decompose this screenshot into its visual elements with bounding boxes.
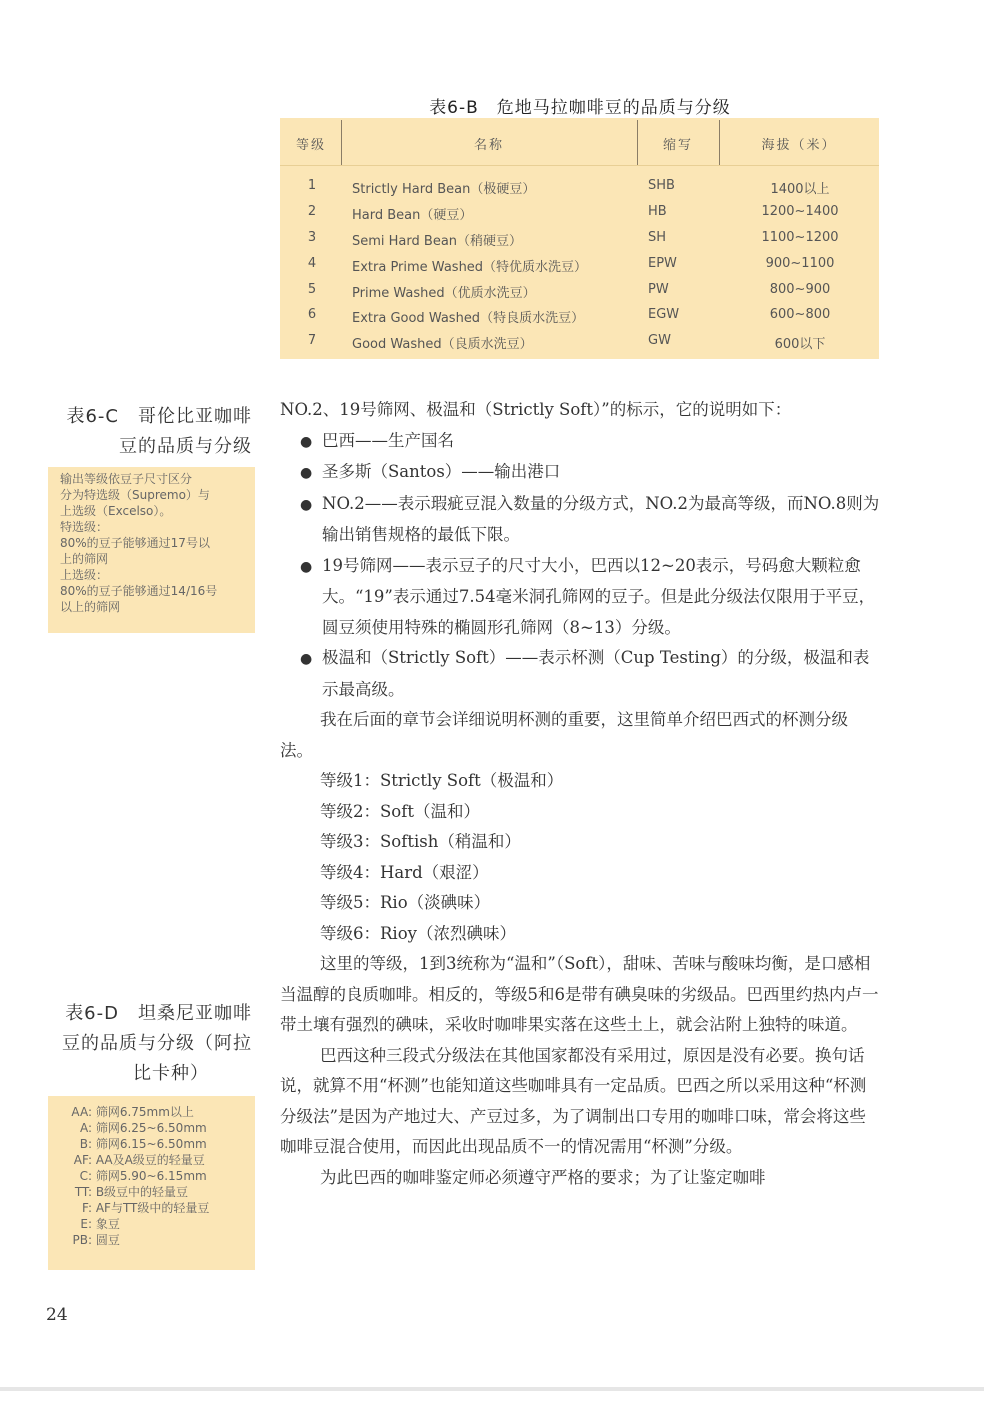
table-6c-line: 特选级： (60, 520, 109, 534)
cell-name: Extra Good Washed（特良质水洗豆） (352, 311, 585, 326)
entry-code: TT: (74, 1185, 92, 1199)
entry-desc: 筛网6.75mm以上 (95, 1105, 194, 1119)
cell-abbr: GW (648, 333, 671, 348)
entry-code: PB: (72, 1233, 92, 1247)
entry-code: E: (80, 1217, 92, 1231)
intro-paragraph: NO.2、19号筛网、极温和（Strictly Soft）”的标示，它的说明如下： (280, 400, 792, 419)
grade-line: 等级3：Softish（稍温和） (320, 832, 521, 851)
table-6c-line: 上选级： (60, 568, 109, 582)
cell-abbr: SH (648, 230, 667, 245)
bullet-text: NO.2——表示瑕疵豆混入数量的分级方式，NO.2为最高等级，而NO.8则为输出销售规格的最低下限。 (322, 493, 880, 544)
table-6c-line: 输出等级依豆子尺寸区分 (60, 472, 193, 486)
bullet-text: 19号筛网——表示豆子的尺寸大小，巴西以12~20表示，号码愈大颗粒愈大。“19”表示通过7.54毫米洞孔筛网的豆子。但是此分级法仅限用于平豆，圆豆须使用特殊的椭圆形孔筛网（8~13）分级。 (322, 555, 876, 637)
cell-altitude: 1200~1400 (761, 204, 839, 219)
paragraph: 巴西这种三段式分级法在其他国家都没有采用过，原因是没有必要。换句话说，就算不用“杯测”也能知道这些咖啡具有一定品质。巴西之所以采用这种“杯测分级法”是因为产地过大、产豆过多，为了调制出口专用的咖啡口味，常会将这些咖啡豆混合使用，而因此出现品质不一的情况需用“杯测”分级。 (280, 1045, 867, 1156)
header-divider (280, 165, 879, 166)
entry-code: F: (81, 1201, 92, 1215)
bullet-text: 巴西——生产国名 (322, 430, 454, 450)
cell-abbr: EGW (648, 307, 680, 322)
paragraph: 这里的等级，1到3统称为“温和”（Soft），甜味、苦味与酸味均衡，是口感相当温醇的良质咖啡。相反的，等级5和6是带有碘臭味的劣级品。巴西里约热内卢一带土壤有强烈的碘味，采收时咖啡果实落在这些土上，就会沾附上独特的味道。 (280, 954, 879, 1034)
entry-desc: 筛网5.90~6.15mm (95, 1169, 207, 1183)
column-divider (637, 120, 638, 165)
table-6d-entry (58, 1216, 255, 1232)
table-6c-title-line: 表6-C 哥伦比亚咖啡 (66, 406, 252, 427)
table-6d-title-line: 豆的品质与分级（阿拉 (62, 1033, 252, 1054)
bullet-item (280, 457, 880, 489)
bullet-item (280, 489, 880, 551)
table-6c-line: 80%的豆子能够通过14/16号 (60, 584, 218, 598)
table-row (280, 256, 879, 282)
entry-desc: AA及A级豆的轻量豆 (95, 1153, 205, 1167)
table-header (280, 118, 879, 165)
bullet-dot-icon: ● (300, 433, 313, 450)
table-6d-title-line: 比卡种） (133, 1063, 209, 1084)
cell-level: 2 (307, 204, 317, 219)
cell-abbr: PW (648, 282, 669, 297)
cell-altitude: 600~800 (769, 307, 831, 322)
cell-level: 4 (307, 256, 317, 271)
entry-desc: B级豆中的轻量豆 (95, 1185, 189, 1199)
cell-name: Good Washed（良质水洗豆） (352, 337, 533, 352)
table-row (280, 282, 879, 308)
table-6c-line: 80%的豆子能够通过17号以 (60, 536, 210, 550)
cell-altitude: 1100~1200 (761, 230, 839, 245)
entry-desc: 筛网6.15~6.50mm (95, 1137, 207, 1151)
paragraph: 为此巴西的咖啡鉴定师必须遵守严格的要求；为了让鉴定咖啡 (320, 1167, 766, 1187)
table-6c-title-line: 豆的品质与分级 (119, 436, 252, 457)
table-6d-entry (58, 1200, 255, 1216)
bullet-text: 圣多斯（Santos）——输出港口 (322, 462, 561, 481)
header-altitude: 海拔（米） (761, 138, 837, 153)
grade-line: 等级5：Rio（淡碘味） (320, 893, 491, 912)
bullet-dot-icon: ● (300, 651, 313, 667)
table-row (280, 204, 879, 230)
entry-desc: 圆豆 (95, 1233, 120, 1247)
cell-level: 5 (307, 282, 317, 297)
entry-desc: AF与TT级中的轻量豆 (95, 1201, 210, 1215)
paragraph: 我在后面的章节会详细说明杯测的重要，这里简单介绍巴西式的杯测分级法。 (280, 710, 848, 760)
table-6d-title-line: 表6-D 坦桑尼亚咖啡 (65, 1003, 252, 1024)
table-6d-entry (58, 1136, 255, 1152)
table-6c-title (40, 402, 252, 462)
page-number: 24 (46, 1305, 68, 1325)
cell-name: Strictly Hard Bean（极硬豆） (352, 182, 536, 197)
table-6b-title: 表6-B 危地马拉咖啡豆的品质与分级 (429, 98, 731, 118)
bullet-dot-icon: ● (300, 496, 313, 513)
body-text (280, 395, 880, 1193)
cell-name: Semi Hard Bean（稍硬豆） (352, 234, 523, 249)
bottom-divider (0, 1387, 984, 1391)
table-6b (280, 118, 879, 359)
column-divider (719, 120, 720, 165)
table-6d-entry (58, 1104, 255, 1120)
column-divider (341, 120, 342, 165)
cell-altitude: 900~1100 (765, 256, 835, 271)
cell-name: Prime Washed（优质水洗豆） (352, 286, 536, 301)
table-6c-box (48, 467, 255, 633)
header-abbr: 缩写 (662, 138, 693, 153)
header-name: 名称 (473, 138, 504, 153)
grade-line: 等级6：Rioy（浓烈碘味） (320, 923, 516, 943)
entry-desc: 筛网6.25~6.50mm (95, 1121, 207, 1135)
table-6c-line: 分为特选级（Supremo）与 (60, 488, 210, 502)
table-row (280, 307, 879, 333)
table-6c-line: 上选级（Excelso）。 (60, 504, 172, 518)
table-row (280, 230, 879, 256)
table-row (280, 178, 879, 204)
entry-code: AF: (73, 1153, 92, 1167)
entry-desc: 象豆 (95, 1217, 120, 1231)
header-level: 等级 (295, 138, 326, 153)
cell-abbr: EPW (648, 256, 677, 271)
table-6d-box (48, 1096, 255, 1270)
cell-level: 3 (307, 230, 317, 245)
cell-abbr: SHB (648, 178, 675, 193)
grade-line: 等级1：Strictly Soft（极温和） (320, 771, 564, 790)
bullet-item (280, 643, 880, 705)
grade-line: 等级4：Hard（艰涩） (320, 862, 489, 882)
bullet-text: 极温和（Strictly Soft）——表示杯测（Cup Testing）的分级，极温和表示最高级。 (322, 648, 870, 699)
entry-code: AA: (71, 1105, 92, 1119)
bullet-dot-icon: ● (300, 558, 313, 575)
bullet-dot-icon: ● (300, 465, 313, 481)
bullet-item (280, 426, 880, 458)
cell-level: 6 (307, 307, 317, 322)
table-6d-entry (58, 1168, 255, 1184)
grade-line: 等级2：Soft（温和） (320, 801, 480, 821)
entry-code: B: (79, 1137, 92, 1151)
cell-altitude: 800~900 (769, 282, 831, 297)
cell-altitude: 600以下 (774, 337, 826, 352)
cell-level: 7 (307, 333, 317, 348)
table-6d-title (40, 999, 252, 1089)
table-6d-entry (58, 1232, 255, 1248)
table-6d-entry (58, 1120, 255, 1136)
bullet-item (280, 551, 880, 644)
cell-altitude: 1400以上 (770, 182, 830, 197)
table-6d-entry (58, 1152, 255, 1168)
cell-name: Hard Bean（硬豆） (352, 208, 473, 223)
table-6d-entry (58, 1184, 255, 1200)
table-6c-line: 上的筛网 (60, 552, 109, 566)
cell-level: 1 (307, 178, 317, 193)
cell-abbr: HB (648, 204, 667, 219)
entry-code: A: (79, 1121, 92, 1135)
entry-code: C: (79, 1169, 92, 1183)
cell-name: Extra Prime Washed（特优质水洗豆） (352, 260, 588, 275)
table-row (280, 333, 879, 359)
table-6c-line: 以上的筛网 (60, 600, 121, 614)
